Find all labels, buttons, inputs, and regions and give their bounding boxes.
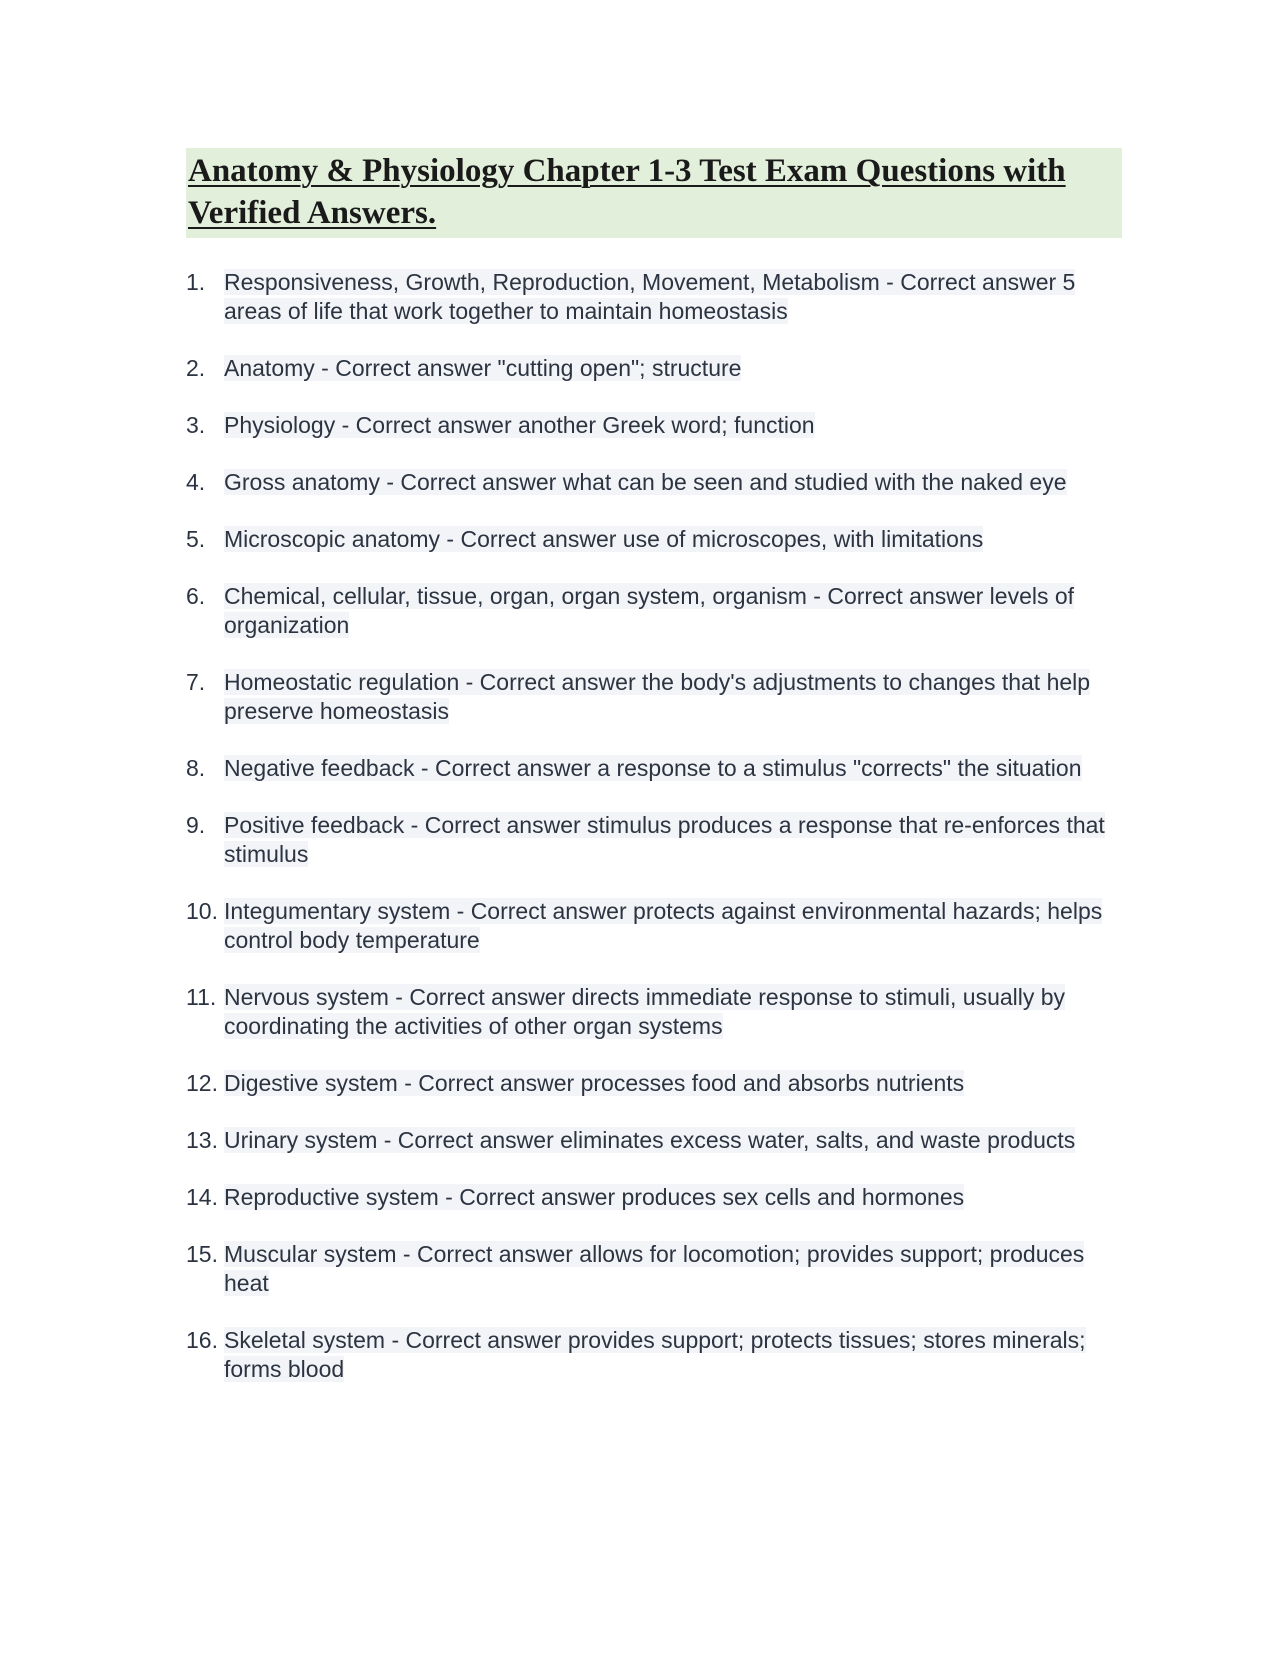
item-number: 16. (186, 1327, 218, 1353)
item-text: Positive feedback - Correct answer stimulus produces a response that re-enforces that stimulus (224, 812, 1105, 867)
item-text: Responsiveness, Growth, Reproduction, Movement, Metabolism - Correct answer 5 areas of life that work together to maintain homeostasis (224, 269, 1076, 324)
item-text: Negative feedback - Correct answer a response to a stimulus "corrects" the situation (224, 755, 1082, 781)
item-number: 12. (186, 1070, 218, 1096)
item-text: Gross anatomy - Correct answer what can be seen and studied with the naked eye (224, 469, 1067, 495)
item-number: 13. (186, 1127, 218, 1153)
item-text: Skeletal system - Correct answer provides support; protects tissues; stores minerals; forms blood (224, 1327, 1086, 1382)
item-number: 9. (186, 812, 206, 838)
item-text: Digestive system - Correct answer processes food and absorbs nutrients (224, 1070, 965, 1096)
item-number: 8. (186, 755, 206, 781)
list-item (186, 983, 1122, 1041)
item-text: Reproductive system - Correct answer produces sex cells and hormones (224, 1184, 965, 1210)
list-item (186, 1069, 1122, 1098)
item-text: Urinary system - Correct answer eliminates excess water, salts, and waste products (224, 1127, 1076, 1153)
title-highlight (186, 148, 1122, 238)
item-number: 11. (186, 984, 217, 1010)
item-number: 2. (186, 355, 206, 381)
list-item (186, 668, 1122, 726)
list-item (186, 411, 1122, 440)
item-text: Homeostatic regulation - Correct answer the body's adjustments to changes that help preserve homeostasis (224, 669, 1091, 724)
item-text: Muscular system - Correct answer allows for locomotion; provides support; produces heat (224, 1241, 1085, 1296)
item-number: 6. (186, 583, 206, 609)
list-item (186, 1326, 1122, 1384)
list-item (186, 268, 1122, 326)
item-number: 14. (186, 1184, 218, 1210)
item-text: Microscopic anatomy - Correct answer use of microscopes, with limitations (224, 526, 984, 552)
item-text: Chemical, cellular, tissue, organ, organ system, organism - Correct answer levels of organization (224, 583, 1075, 638)
list-item (186, 468, 1122, 497)
list-item (186, 1126, 1122, 1155)
item-number: 15. (186, 1241, 218, 1267)
list-item (186, 754, 1122, 783)
item-number: 4. (186, 469, 206, 495)
list-item (186, 1240, 1122, 1298)
list-item (186, 1183, 1122, 1212)
item-text: Integumentary system - Correct answer protects against environmental hazards; helps control body temperature (224, 898, 1103, 953)
item-number: 1. (186, 269, 206, 295)
document-title: Anatomy & Physiology Chapter 1-3 Test Exam Questions with Verified Answers. (188, 153, 1066, 231)
item-number: 5. (186, 526, 206, 552)
list-item (186, 354, 1122, 383)
document-page (186, 148, 1122, 1412)
list-item (186, 897, 1122, 955)
item-number: 10. (186, 898, 218, 924)
item-number: 3. (186, 412, 206, 438)
item-text: Physiology - Correct answer another Greek word; function (224, 412, 815, 438)
question-answer-list (186, 268, 1122, 1384)
list-item (186, 525, 1122, 554)
item-number: 7. (186, 669, 206, 695)
item-text: Anatomy - Correct answer "cutting open"; structure (224, 355, 742, 381)
list-item (186, 582, 1122, 640)
item-text: Nervous system - Correct answer directs immediate response to stimuli, usually by coordinating the activities of other organ systems (224, 984, 1066, 1039)
list-item (186, 811, 1122, 869)
